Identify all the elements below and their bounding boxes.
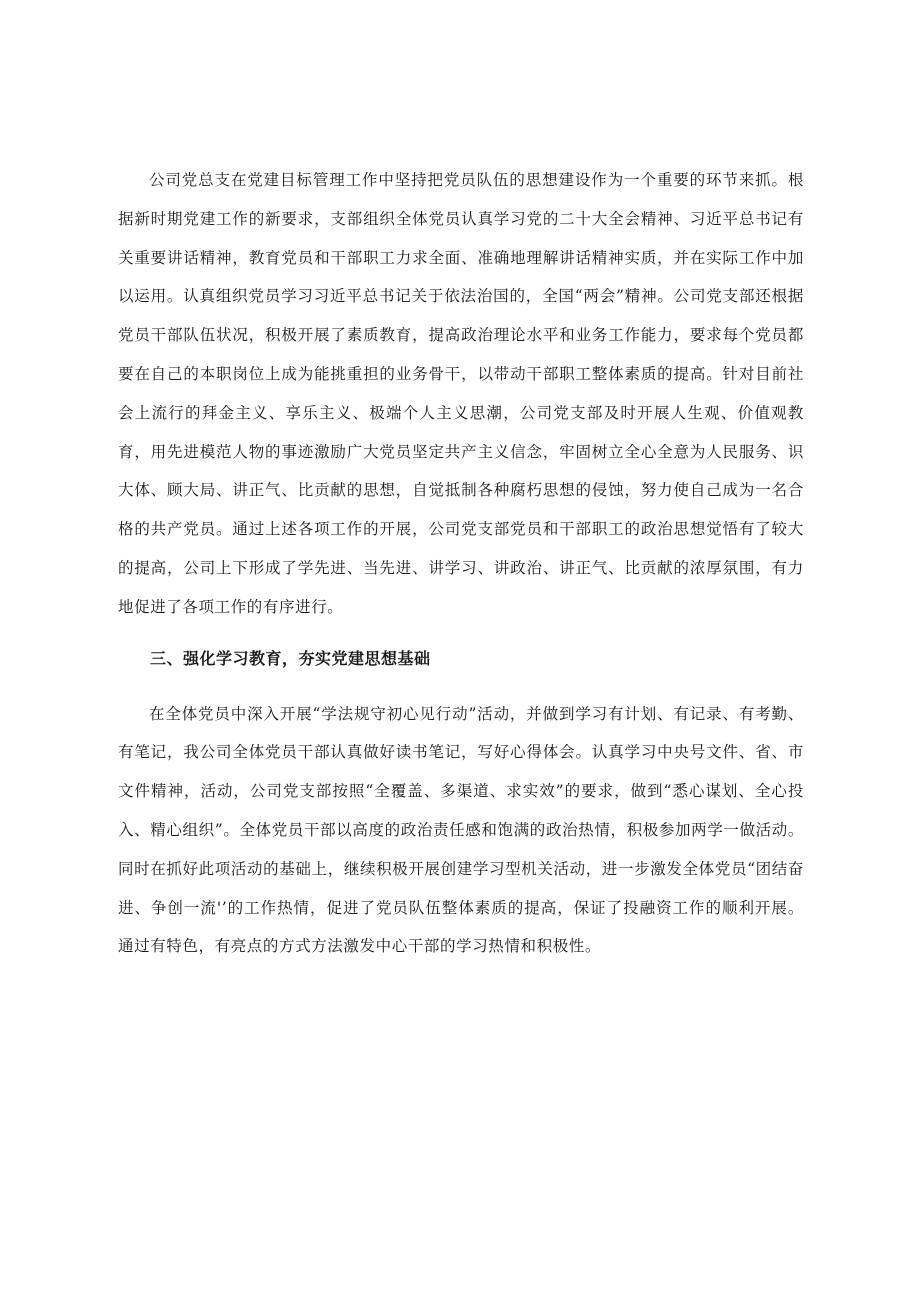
document-page — [118, 168, 804, 966]
section-heading: 三、强化学习教育，夯实党建思想基础 — [150, 648, 431, 668]
body-paragraph: 在全体党员中深入开展“学法规守初心见行动”活动，并做到学习有计划、有记录、有考勤、有笔记，我公司全体党员干部认真做好读书笔记，写好心得体会。认真学习中央号文件、省、市文件精神，活动，公司党支部按照“全覆盖、多渠道、求实效”的要求，做到“悉心谋划、全心投入、精心组织”。全体党员干部以高度的政治责任感和饱满的政治热情，积极参加两学一做活动。同时在抓好此项活动的基础上，继续积极开展创建学习型机关活动，进一步激发全体党员“团结奋进、争创一流'’的工作热情，促进了党员队伍整体素质的提高，保证了投融资工作的顺利开展。通过有特色，有亮点的方式方法激发中心干部的学习热情和积极性。 — [118, 704, 804, 956]
body-paragraph: 公司党总支在党建目标管理工作中坚持把党员队伍的思想建设作为一个重要的环节来抓。根据新时期党建工作的新要求，支部组织全体党员认真学习党的二十大全会精神、习近平总书记有关重要讲话精神，教育党员和干部职工力求全面、准确地理解讲话精神实质，并在实际工作中加以运用。认真组织党员学习习近平总书记关于依法治国的，全国“两会”精神。公司党支部还根据党员干部队伍状况，积极开展了素质教育，提高政治理论水平和业务工作能力，要求每个党员都要在自己的本职岗位上成为能挑重担的业务骨干，以带动干部职工整体素质的提高。针对目前社会上流行的拜金主义、享乐主义、极端个人主义思潮，公司党支部及时开展人生观、价值观教育，用先进模范人物的事迹激励广大党员坚定共产主义信念，牢固树立全心全意为人民服务、识大体、顾大局、讲正气、比贡献的思想，自觉抵制各种腐朽思想的侵蚀，努力使自己成为一名合格的共产党员。通过上述各项工作的开展，公司党支部党员和干部职工的政治思想觉悟有了较大的提高，公司上下形成了学先进、当先进、讲学习、讲政治、讲正气、比贡献的浓厚氛围，有力地促进了各项工作的有序进行。 — [118, 171, 804, 616]
